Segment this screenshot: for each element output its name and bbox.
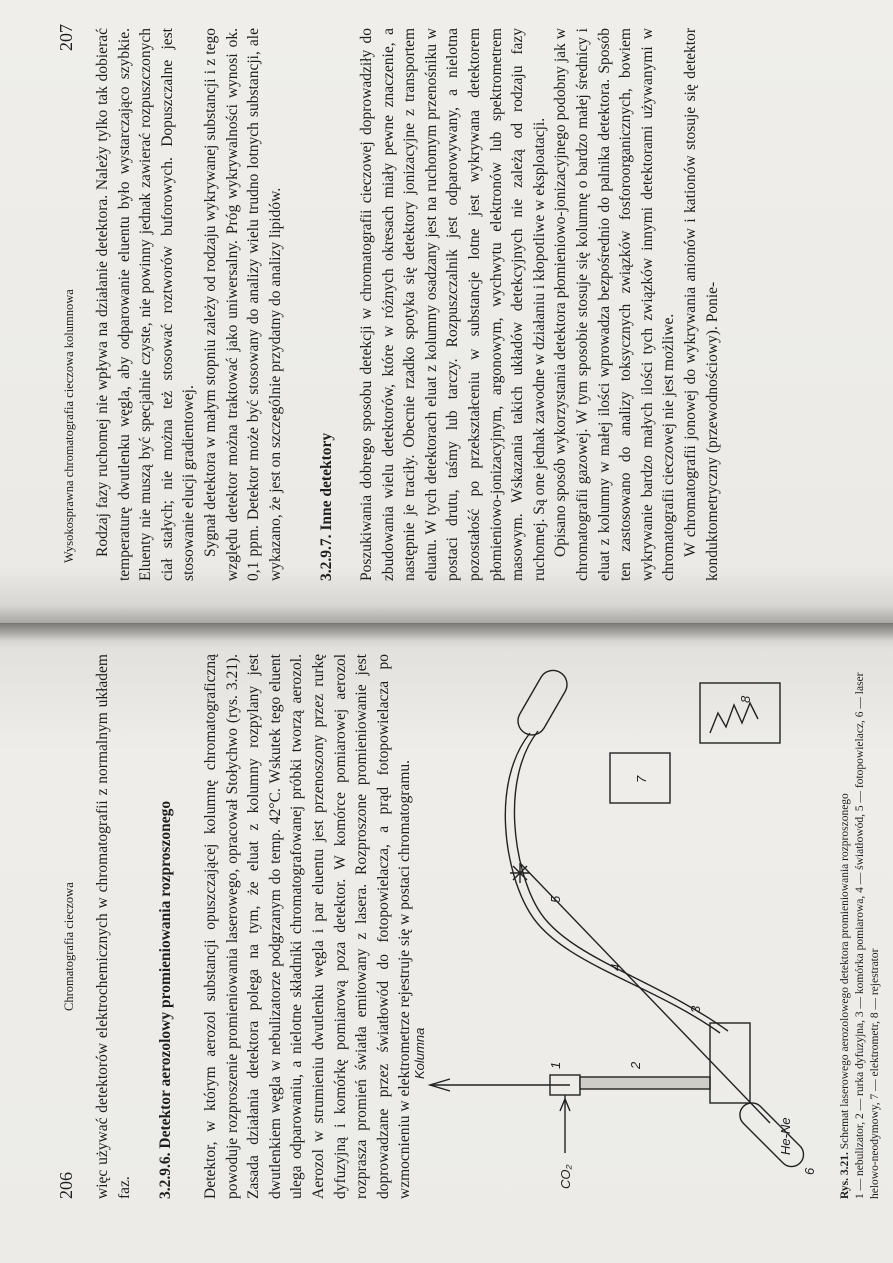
label-laser: He-Ne (778, 1117, 793, 1155)
optical-fibre-2 (514, 731, 728, 1031)
label-kolumna: Kolumna (412, 1027, 427, 1079)
laser-cylinder (735, 1098, 809, 1172)
fig-num-5: 5 (548, 895, 563, 903)
section-heading-3297: 3.2.9.7. Inne detektory (318, 432, 335, 581)
figure-3-21 (410, 643, 830, 1203)
right-upper-text (92, 28, 286, 581)
caption-legend: 1 — nebulizator, 2 — rurka dyfuzyjna, 3 — komórka pomiarowa, 4 — światłowód, 5 — fotopowielacz, 6 — laser helowo-neodymowy, 7 — elektrometr, 8 — rejestrator (854, 672, 881, 1199)
left-page (0, 623, 893, 1263)
scatter-star (510, 863, 530, 883)
running-head-left: Chromatografia cieczowa (62, 882, 76, 1011)
body-paragraph-left (200, 654, 416, 1199)
fig-num-4: 4 (608, 963, 623, 971)
fig-num-6: 6 (802, 1167, 817, 1175)
fig-num-7: 7 (634, 775, 649, 783)
fig-num-1: 1 (548, 1061, 563, 1069)
fig-num-8: 8 (738, 695, 753, 703)
paragraph-3: Poszukiwania dobrego sposobu detekcji w chromatografii cieczowej doprowadziły do zbudowania wielu detektorów, które w różnych okresach miały pewne znaczenie, a następnie je traciły. Obecnie rzadko spotyka się detektory jonizacyjne z transportem eluatu. W tych detektorach eluat z kolumny osadzany jest na ruchomym przenośniku w postaci drutu, taśmy lub tarczy. Rozpuszczalnik jest odparowywany, a nielotna pozostałość po przekształceniu w substancje lotne jest wykrywana detektorem płomieniowo-jonizacyjnym, argonowym, wychwytu elektronów lub spektrometrem masowym. Wskazania takich układów detekcyjnych nie zależą od rodzaju fazy ruchomej. Są one jednak zawodne w działaniu i kłopotliwe w eksploatacji. (358, 28, 548, 581)
paragraph-5: W chromatografii jonowej do wykrywania anionów i kationów stosuje się detektor konduktometryczny (przewodnościowy). Ponie- (681, 28, 721, 581)
running-head-right: Wysokosprawna chromatografia cieczowa kolumnowa (62, 289, 76, 563)
optical-fibre (505, 733, 720, 1033)
intro-text: więc używać detektorów elektrochemicznych w chromatografii z normalnym układem faz. (94, 654, 133, 1199)
label-co2: CO₂ (558, 1164, 573, 1189)
intro-paragraph (92, 654, 135, 1199)
right-lower-text (356, 28, 723, 581)
recorder-box (700, 683, 780, 743)
fig-num-3: 3 (688, 1005, 703, 1013)
caption-text: Schemat laserowego aerozolowego detektora promieniowania rozproszonego (839, 793, 851, 1150)
recorder-trace (710, 703, 758, 733)
measuring-cell (710, 1023, 750, 1103)
page-number-left: 206 (56, 1172, 76, 1199)
diffusion-tube (580, 1077, 710, 1089)
fig-num-2: 2 (628, 1061, 643, 1069)
figure-caption (838, 654, 883, 1199)
caption-title: Rys. 3.21. (839, 1152, 851, 1199)
page-number-right: 207 (56, 24, 76, 51)
section-heading-3296: 3.2.9.6. Detektor aerozolowy promieniowania rozproszonego (157, 800, 174, 1199)
paragraph-4: Opisano sposób wykorzystania detektora płomieniowo-jonizacyjnego podobny jak w chromatografii gazowej. W tym sposobie stosuje się kolumnę o bardzo małej średnicy i eluat z kolumny w małej ilości wprowadza bezpośrednio do palnika detektora. Sposób ten zastosowano do analizy toksycznych związków fosforoorganicznych, bowiem wykrywanie bardzo małych ilości tych związków innymi detektorami używanymi w chromatografii cieczowej nie jest możliwe. (552, 28, 678, 581)
body-text-left: Detektor, w którym aerozol substancji opuszczającej kolumnę chromatograficzną powoduje rozproszenie promieniowania laserowego, opracował Stołychwo (rys. 3.21). Zasada działania detektora polega na tym, że eluat z kolumny rozpylany jest dwutlenkiem węgla w nebulizatorze podgrzanym do temp. 42°C. Wskutek tego eluent ulega odparowaniu, a nielotne składniki chromatografowanej próbki tworzą aerozol. Aerozol w strumieniu dwutlenku węgla i par eluentu jest przenoszony przez rurkę dyfuzyjną i komórkę pomiarową poza detektor. W komórce pomiarowej aerozol rozprasza promień światła emitowany z lasera. Rozproszone promieniowanie jest doprowadzane przez światłowód do fotopowielacza, a prąd fotopowielacza po wzmocnieniu w elektrometrze rejestruje się w postaci chromatogramu. (202, 654, 414, 1199)
paragraph-2: Sygnał detektora w małym stopniu zależy od rodzaju wykrywanej substancji i z tego względu detektor można traktować jako uniwersalny. Próg wykrywalności wynosi ok. 0,1 ppm. Detektor może być stosowany do analizy wielu trudno lotnych substancji, ale wykazano, że jest on szczególnie przydatny do analizy lipidów. (201, 28, 284, 581)
photomultiplier (513, 665, 572, 740)
paragraph-1: Rodzaj fazy ruchomej nie wpływa na działanie detektora. Należy tylko tak dobierać temperaturę dwutlenku węgla, aby odparowanie eluentu było wystarczająco szybkie. Eluenty nie muszą być specjalnie czyste, nie powinny jednak zawierać rozpuszczonych ciał stałych; nie można też stosować roztworów buforowych. Dopuszczalne jest stosowanie elucji gradientowej. (94, 28, 198, 581)
right-page (0, 0, 893, 623)
